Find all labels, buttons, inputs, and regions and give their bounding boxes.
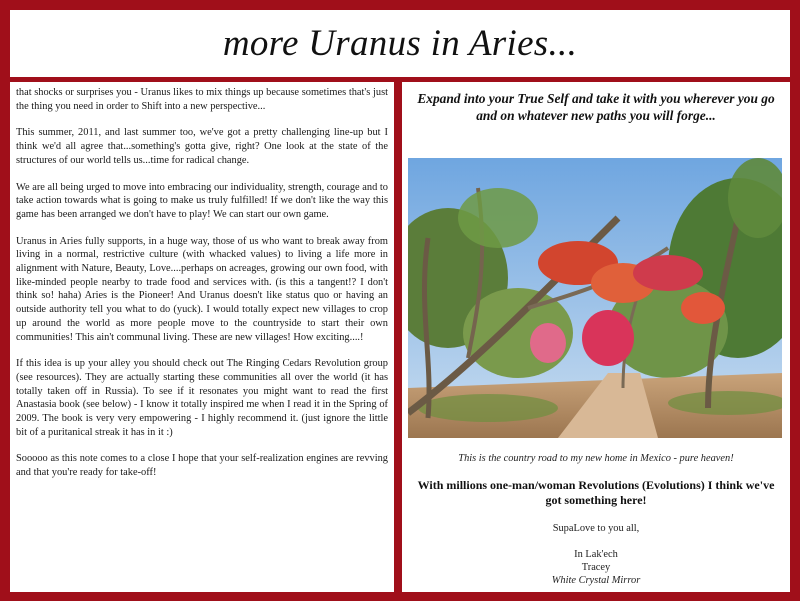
paragraph: This summer, 2011, and last summer too, we've got a pretty challenging line-up but I think we'd all agree that...something's gotta give, right? One look at the state of the structures of our world tells us...time for radical change.	[16, 127, 388, 166]
tagline: Expand into your True Self and take it with you wherever you go and on whatever new paths you will forge...	[417, 91, 775, 123]
paragraph: Sooooo as this note comes to a close I hope that your self-realization engines are revving and that you're ready for take-off!	[16, 453, 388, 479]
sidebar-column	[402, 82, 790, 592]
country-road-photo	[408, 158, 782, 438]
paragraph: Uranus in Aries fully supports, in a huge way, those of us who want to break away from living in a normal, restrictive culture (with whacked values) to living a life more in alignment with Nature, Beauty, Love....perhaps on acreages, growing our own food, with like-minded people nearby to trade food and services with. (is this a tangent!? I don't think so! haha) Aries is the Pioneer! And Uranus doesn't like status quo or having an outside authority tell you what to do (yuck). I would totally expect new villages to crop up around the world as more people move to the countryside to start their own communities! This ain't communal living. These are new villages! How exciting....!	[16, 235, 388, 343]
author-signature: White Crystal Mirror	[551, 575, 641, 586]
article-column	[10, 82, 394, 592]
paragraph: that shocks or surprises you - Uranus likes to mix things up because sometimes that's just the thing you need in order to Shift into a new perspective...	[16, 87, 388, 112]
page-title: more Uranus in Aries...	[222, 23, 578, 64]
closing-greeting: SupaLove to you all,	[552, 523, 640, 534]
paragraph: We are all being urged to move into embracing our individuality, strength, courage and to take action towards what is going to make us truly fulfilled! If we don't like the way this game has been arranged we don't have to play! We can start our own game.	[16, 181, 388, 220]
revolution-statement: With millions one-man/woman Revolutions (Evolutions) I think we've got something here!	[417, 478, 775, 507]
photo-caption: This is the country road to my new home in Mexico - pure heaven!	[458, 453, 734, 464]
author-name: Tracey	[581, 562, 611, 573]
paragraph: If this idea is up your alley you should check out The Ringing Cedars Revolution group (see resources). They are actually starting these communities all over the world (it has totally taken off in Russia). To see if it resonates you might want to read the first Anastasia book (see below) - I know it totally inspired me when I read it in the Spring of 2009. The book is very very empowering - I highly recommend it. (just ignore the little bit of a puritanical streak it has in it :)	[16, 358, 388, 438]
header-banner	[10, 10, 790, 77]
sign-off: In Lak'ech	[574, 549, 618, 560]
